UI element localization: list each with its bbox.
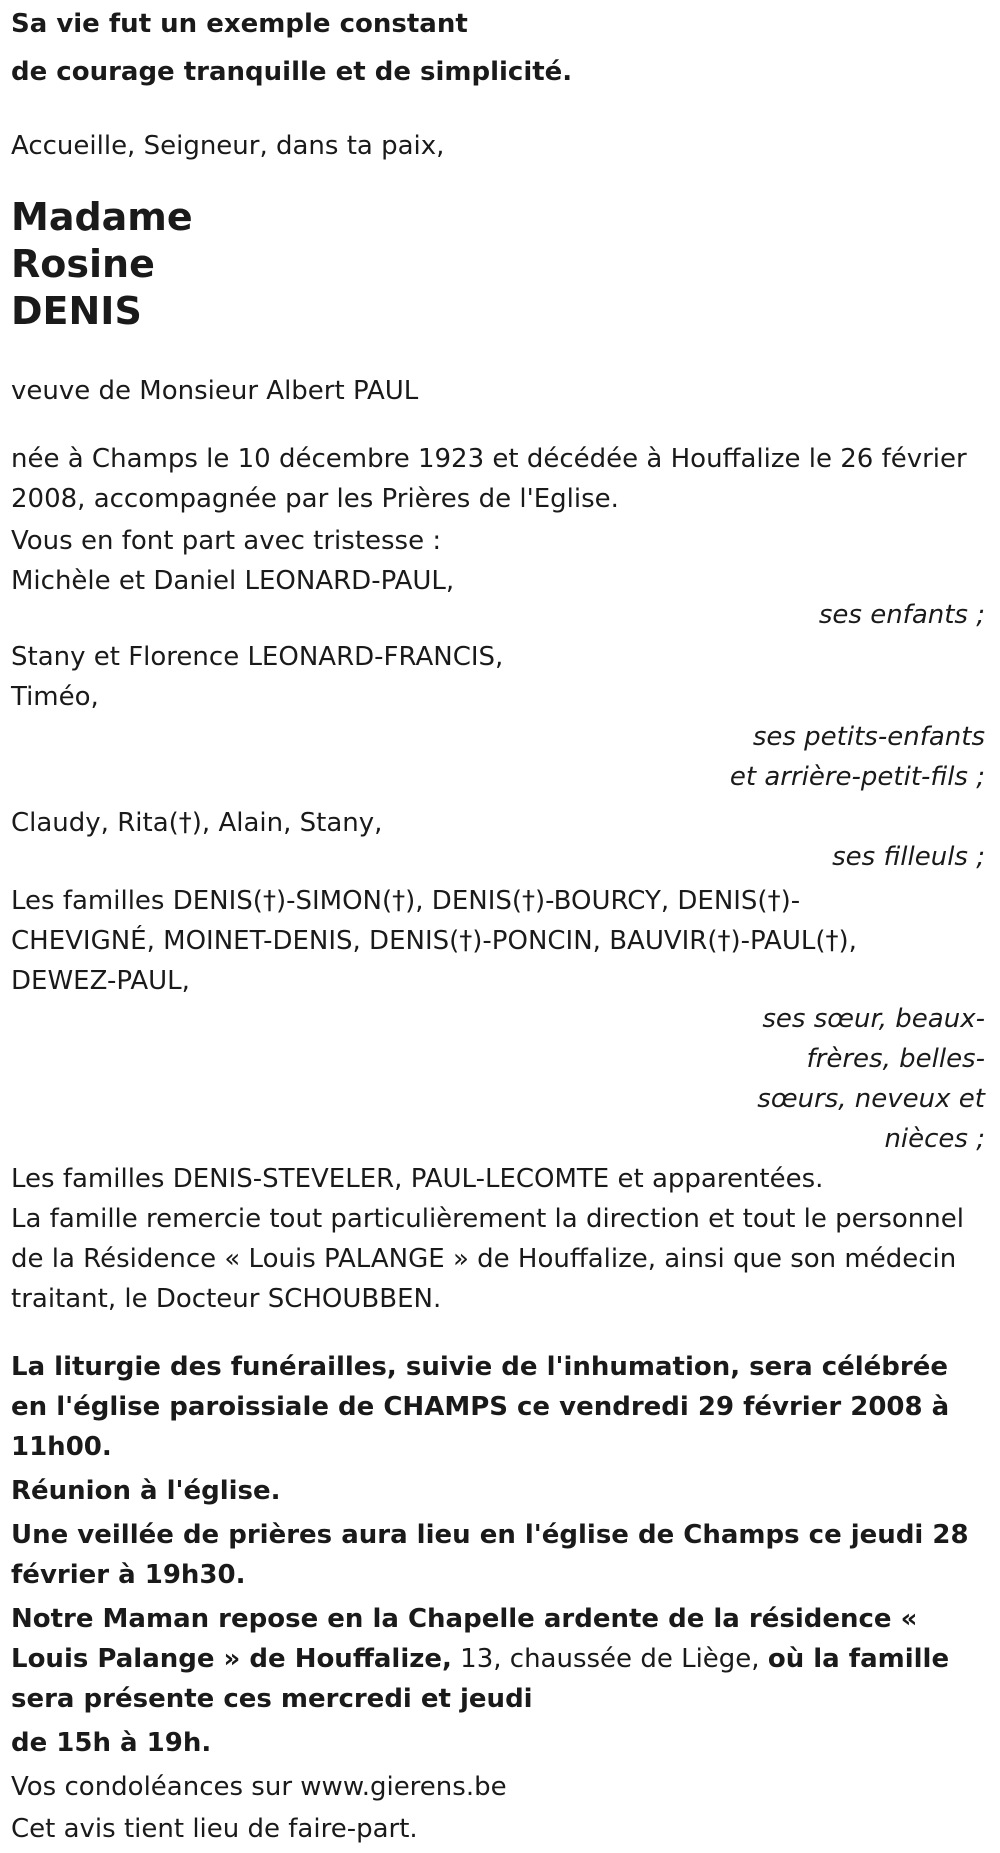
grandchildren-names-1: Stany et Florence LEONARD-FRANCIS, — [11, 642, 504, 672]
siblings-names: Les familles DENIS(†)-SIMON(†), DENIS(†)-BOURCY, DENIS(†)-CHEVIGNÉ, MOINET-DENIS, DENIS(†)-PONCIN, BAUVIR(†)-PAUL(†), DEWEZ-PAUL, — [11, 886, 857, 996]
epigraph-line-2: de courage tranquille et de simplicité. — [11, 57, 573, 87]
epigraph-line-1: Sa vie fut un exemple constant — [11, 9, 468, 39]
grandchildren-relation-1: ses petits-enfants — [752, 722, 985, 752]
deceased-name — [11, 194, 985, 335]
chapel-paragraph — [11, 1599, 986, 1719]
faire-part-notice: Cet avis tient lieu de faire-part. — [11, 1814, 418, 1844]
condolences-line: Vos condoléances sur www.gierens.be — [11, 1772, 507, 1802]
visiting-hours: de 15h à 19h. — [11, 1728, 212, 1758]
birth-death: née à Champs le 10 décembre 1923 et décédée à Houffalize le 26 février 2008, accompagnée par les Prières de l'Eglise. — [11, 444, 967, 514]
funeral-liturgy: La liturgie des funérailles, suivie de l'inhumation, sera célébrée en l'église paroissiale de CHAMPS ce vendredi 29 février 2008 à 11h00. — [11, 1352, 950, 1462]
widow-of: veuve de Monsieur Albert PAUL — [11, 376, 419, 406]
announcement-intro: Vous en font part avec tristesse : — [11, 526, 442, 556]
epigraph — [11, 0, 985, 96]
deceased-first-name: Rosine — [11, 242, 155, 286]
godchildren-names: Claudy, Rita(†), Alain, Stany, — [11, 808, 383, 838]
godchildren-relation: ses filleuls ; — [832, 842, 985, 872]
chapel-text-bold-1: Notre Maman repose en la Chapelle ardente de la résidence « Louis Palange » de Houffalize, — [11, 1604, 918, 1674]
chapel-text-bold-2: où la famille sera présente ces mercredi et jeudi — [11, 1644, 950, 1714]
church-meeting: Réunion à l'église. — [11, 1476, 281, 1506]
prayer-vigil: Une veillée de prières aura lieu en l'église de Champs ce jeudi 28 février à 19h30. — [11, 1520, 969, 1590]
children-relation: ses enfants ; — [818, 600, 985, 630]
deceased-title: Madame — [11, 195, 193, 239]
invocation: Accueille, Seigneur, dans ta paix, — [11, 131, 445, 161]
children-names: Michèle et Daniel LEONARD-PAUL, — [11, 566, 455, 596]
siblings-relation: ses sœur, beaux-frères, belles-sœurs, neveux et nièces ; — [757, 1004, 985, 1154]
related-families: Les familles DENIS-STEVELER, PAUL-LECOMTE et apparentées. — [11, 1164, 824, 1194]
chapel-address: 13, chaussée de Liège, — [451, 1644, 768, 1674]
grandchildren-relation-2: et arrière-petit-fils ; — [729, 762, 985, 792]
grandchildren-names-2: Timéo, — [11, 682, 99, 712]
thanks-paragraph: La famille remercie tout particulièrement la direction et tout le personnel de la Résidence « Louis PALANGE » de Houffalize, ainsi que son médecin traitant, le Docteur SCHOUBBEN. — [11, 1204, 964, 1314]
deceased-last-name: DENIS — [11, 289, 142, 333]
